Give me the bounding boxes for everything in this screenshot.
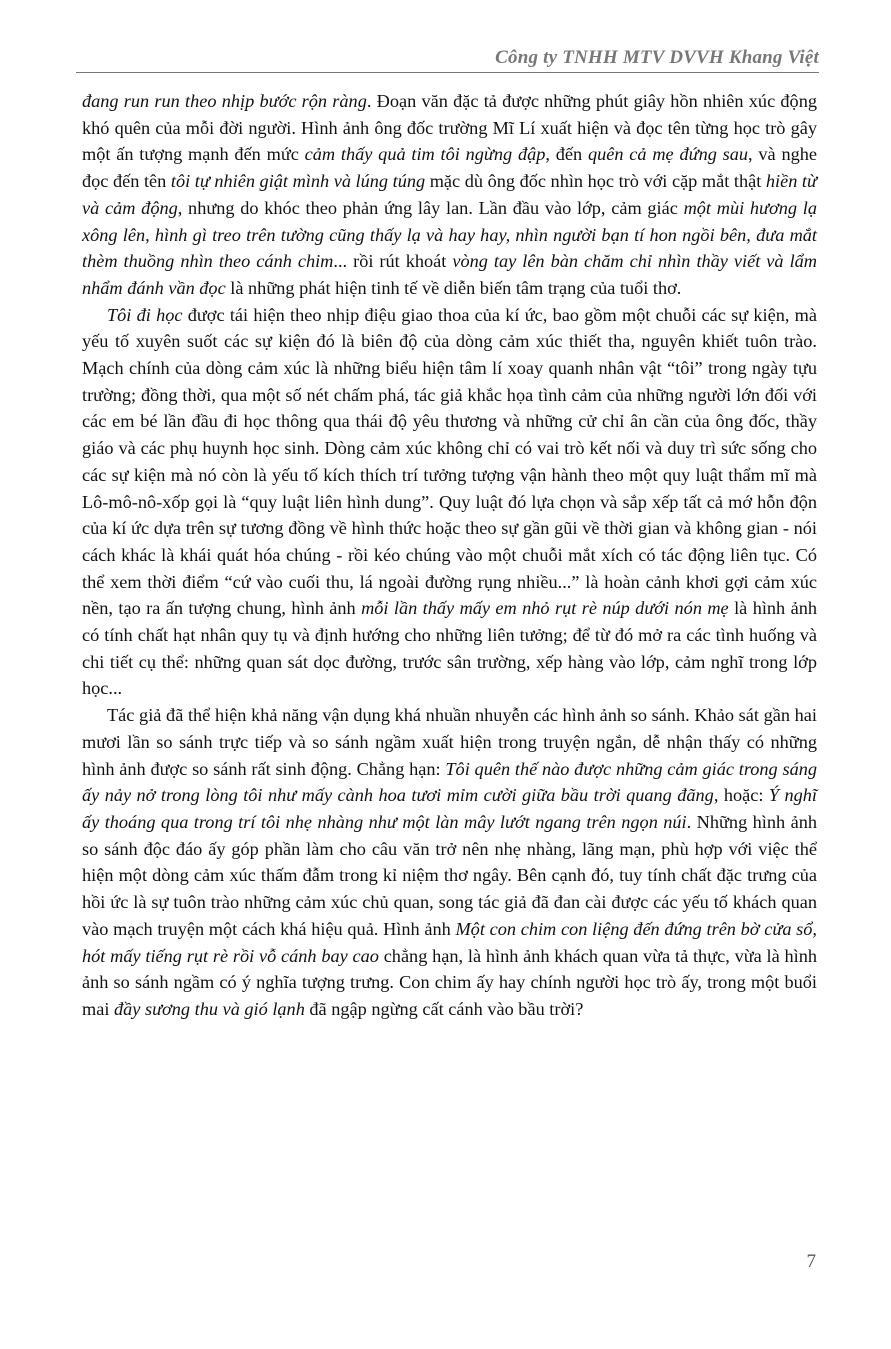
italic-quote: Một con chim con liệng đến đứng trên bờ cửa sổ, hót mấy tiếng rụt rè rồi vỗ cánh bay cao [82, 918, 818, 966]
italic-quote: đầy sương thu và gió lạnh [113, 998, 305, 1019]
text-run: là hình ảnh có tính chất hạt nhân quy tụ và định hướng cho những liên tưởng; để từ đó mở ra các tình huống và chi tiết cụ thể: những quan sát dọc đường, trước sân trường, xếp hàng vào lớp, cảm nghĩ trong lớp học... [82, 598, 817, 699]
text-run: , hoặc: [713, 785, 769, 806]
text-run: được tái hiện theo nhịp điệu giao thoa của kí ức, bao gồm một chuỗi các sự kiện, mà yếu tố xuyên suốt các sự kiện đó là biên độ của dòng cảm xúc thiết tha, nguyên khiết tuôn trào. Mạch chính của dòng cảm xúc là những biểu hiện tâm lí xoay quanh nhân vật “tôi” trong ngày tựu trường; đồng thời, qua một số nét chấm phá, tác giả khắc họa tình cảm của những người lớn đối với các em bé lần đầu đi học thông qua thái độ yêu thương và những cử chỉ ân cần của ông đốc, thầy giáo và các phụ huynh học sinh. Dòng cảm xúc không chỉ có vai trò kết nối và duy trì sức sống cho các sự kiện mà nó còn là yếu tố kích thích trí tưởng tượng vận hành theo một quy luật thẩm mĩ mà Lô-mô-nô-xốp gọi là “quy luật liên hình dung”. Quy luật đó lựa chọn và sắp xếp tất cả mớ hỗn độn của kí ức dựa trên sự tương đồng về hình thức hoặc theo sự gần gũi về thời gian và không gian - nói cách khác là khái quát hóa chúng - rồi kéo chúng vào một chuỗi mắt xích có tác động liên tục. Có thể xem thời điểm “cứ vào cuối thu, lá ngoài đường rụng nhiều...” là hoàn cảnh khơi gợi cảm xúc nền, tạo ra ấn tượng chung, hình ảnh [82, 304, 817, 619]
italic-quote: Tôi đi học [107, 304, 183, 325]
body-text [82, 88, 817, 1023]
text-run: đã ngập ngừng cất cánh vào bầu trời? [304, 998, 584, 1019]
text-run: , nhưng do khóc theo phản ứng lây lan. Lần đầu vào lớp, cảm giác [177, 197, 684, 218]
text-run: ... rồi rút khoát [333, 251, 453, 272]
italic-quote: cảm thấy quả tim tôi ngừng đập [304, 144, 546, 165]
italic-quote: một mùi hương lạ xông lên, hình gì treo trên tường cũng thấy lạ và hay hay, nhìn người bạn tí hon ngồi bên, đưa mắt thèm thuồng nhìn theo cánh chim [82, 197, 818, 272]
italic-quote: tôi tự nhiên giật mình và lúng túng [170, 171, 426, 192]
italic-quote: vòng tay lên bàn chăm chỉ nhìn thầy viết và lẩm nhẩm đánh vần đọc [82, 251, 817, 298]
italic-quote: Ý nghĩ ấy thoáng qua trong trí tôi nhẹ nhàng như một làn mây lướt ngang trên ngọn núi [82, 785, 817, 832]
text-run: . Đoạn văn đặc tả được những phút giây hồn nhiên xúc động khó quên của mỗi đời người. Hình ảnh ông đốc trường Mĩ Lí xuất hiện và đọc tên từng học trò gây một ấn tượng mạnh đến mức [82, 91, 817, 165]
text-run: , đến [545, 144, 588, 165]
paragraph [82, 702, 817, 1022]
page-number: 7 [806, 1251, 816, 1272]
italic-quote: quên cả mẹ đứng sau [587, 144, 749, 165]
text-run: là những phát hiện tinh tế về diễn biến tâm trạng của tuổi thơ. [225, 277, 682, 298]
running-header [76, 47, 819, 73]
italic-quote: mỗi lần thấy mấy em nhỏ rụt rè núp dưới nón mẹ [361, 598, 729, 619]
italic-quote: Tôi quên thế nào được những cảm giác trong sáng ấy nảy nở trong lòng tôi như mấy cành hoa tươi mỉm cười giữa bầu trời quang đãng [82, 758, 818, 806]
italic-quote: đang run run theo nhịp bước rộn ràng [82, 91, 367, 111]
italic-quote: hiền từ và cảm động [82, 171, 817, 218]
paragraph [82, 88, 817, 302]
text-run: . Những hình ảnh so sánh độc đáo ấy góp phần làm cho câu văn trở nên nhẹ nhàng, lãng mạn, phù hợp với việc thể hiện một dòng cảm xúc thấm đẫm trong kỉ niệm thơ ngây. Bên cạnh đó, tuy tính chất đặc trưng của hồi ức là sự tuôn trào những cảm xúc chủ quan, song tác giả đã đan cài được các yếu tố khách quan vào mạch truyện một cách khá hiệu quả. Hình ảnh [82, 811, 817, 939]
text-run: chẳng hạn, là hình ảnh khách quan vừa tả thực, vừa là hình ảnh so sánh ngầm có ý nghĩa tượng trưng. Con chim ấy hay chính người học trò ấy, trong một buổi mai [82, 945, 817, 1019]
text-run: , và nghe đọc đến tên [82, 144, 817, 192]
publisher-name: Công ty TNHH MTV DVVH Khang Việt [495, 47, 819, 68]
paragraph [82, 302, 817, 703]
text-run: mặc dù ông đốc nhìn học trò với cặp mắt thật [425, 171, 766, 192]
text-run: Tác giả đã thể hiện khả năng vận dụng khá nhuần nhuyễn các hình ảnh so sánh. Khảo sát gần hai mươi lần so sánh trực tiếp và so sánh ngầm xuất hiện trong truyện ngắn, dễ nhận thấy có những hình ảnh được so sánh rất sinh động. Chẳng hạn: [82, 705, 817, 779]
